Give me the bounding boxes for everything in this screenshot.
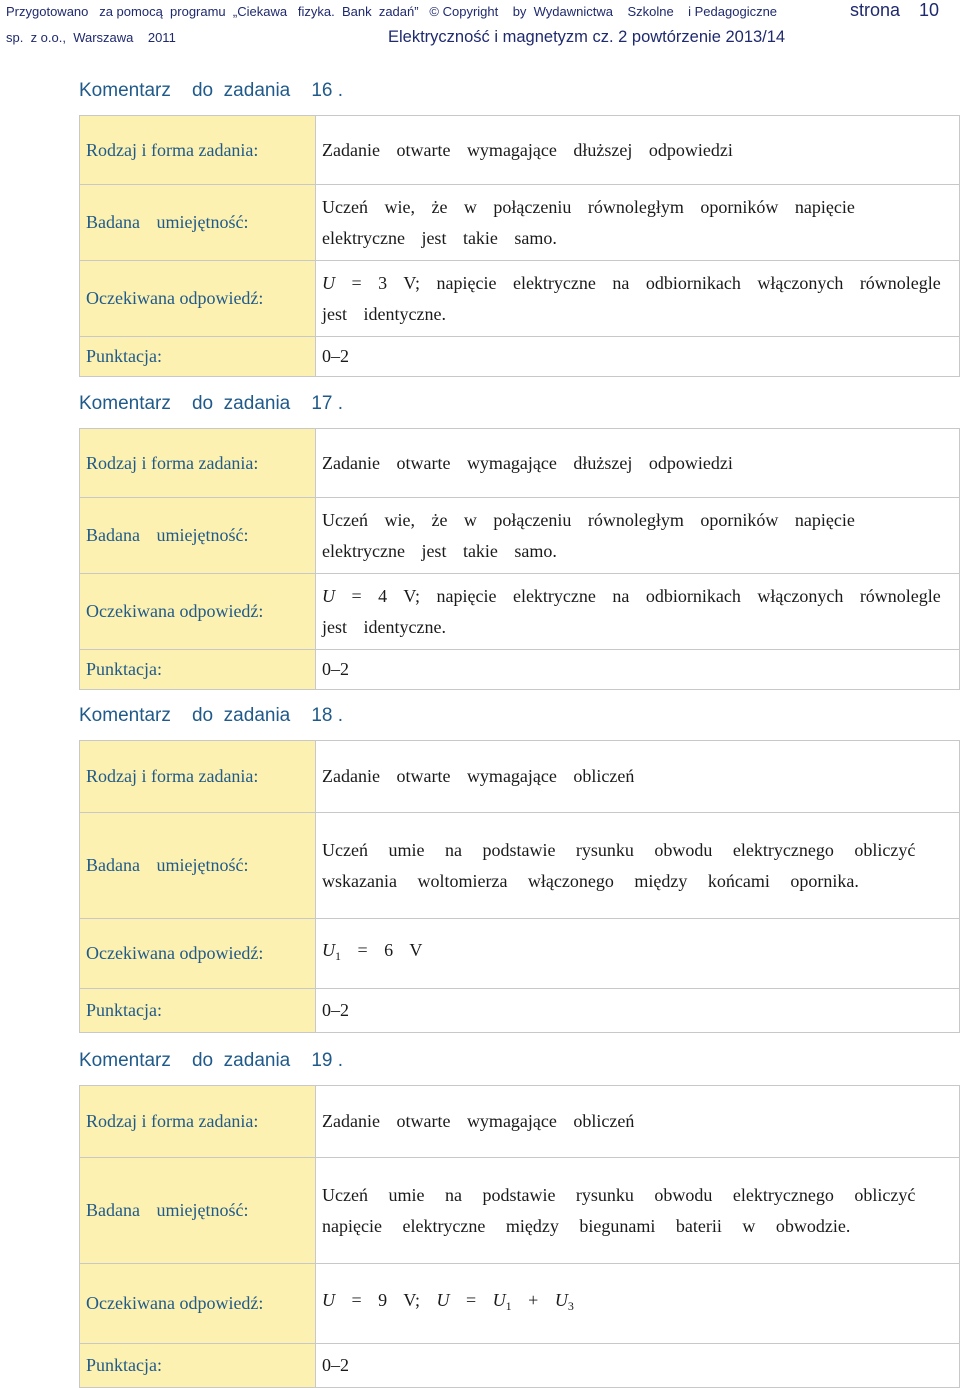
answer-text-1: = 9 V; [335, 1290, 437, 1310]
oczekiwana-label: Oczekiwana odpowiedź: [80, 261, 316, 337]
comment-19-table [79, 1085, 960, 1388]
answer-text: = 6 V [341, 940, 423, 960]
page-number: 10 [919, 0, 940, 20]
answer-text: = 3 V; napięcie elektryczne na odbiornikach włączonych równolegle jest identyczne. [322, 272, 941, 324]
badana-value: Uczeń umie na podstawie rysunku obwodu elektrycznego obliczyć napięcie elektryczne między biegunami baterii w obwodzie. [316, 1158, 960, 1264]
answer-variable-u: U [322, 1290, 335, 1310]
punktacja-value: 0–2 [316, 989, 960, 1033]
badana-label: Badana umiejętność: [80, 1158, 316, 1264]
punktacja-value: 0–2 [316, 1344, 960, 1388]
answer-subscript: 1 [335, 949, 341, 963]
rodzaj-label: Rodzaj i forma zadania: [80, 1086, 316, 1158]
badana-label: Badana umiejętność: [80, 813, 316, 919]
header-subtitle: Elektryczność i magnetyzm cz. 2 powtórzenie 2013/14 [388, 28, 786, 46]
comment-16-title: Komentarz do zadania 16 . [79, 80, 344, 101]
rodzaj-label: Rodzaj i forma zadania: [80, 116, 316, 185]
answer-value [316, 261, 960, 337]
punktacja-label: Punktacja: [80, 650, 316, 690]
page-label [850, 0, 939, 21]
header-line-1: Przygotowano za pomocą programu „Ciekawa fizyka. Bank zadań” © Copyright by Wydawnictwa Szkolne i Pedagogiczne [6, 4, 778, 19]
rodzaj-label: Rodzaj i forma zadania: [80, 429, 316, 498]
rodzaj-value: Zadanie otwarte wymagające obliczeń [316, 741, 960, 813]
header-line-2: sp. z o.o., Warszawa 2011 [6, 30, 176, 45]
comment-16-table [79, 115, 960, 377]
rodzaj-value: Zadanie otwarte wymagające obliczeń [316, 1086, 960, 1158]
comment-18-table [79, 740, 960, 1033]
badana-label: Badana umiejętność: [80, 498, 316, 574]
badana-value: Uczeń wie, że w połączeniu równoległym oporników napięcie elektryczne jest takie samo. [316, 185, 960, 261]
comment-19-title: Komentarz do zadania 19 . [79, 1050, 344, 1071]
punktacja-label: Punktacja: [80, 1344, 316, 1388]
badana-label: Badana umiejętność: [80, 185, 316, 261]
answer-text: = 4 V; napięcie elektryczne na odbiornikach włączonych równolegle jest identyczne. [322, 585, 941, 637]
answer-value [316, 574, 960, 650]
punktacja-label: Punktacja: [80, 989, 316, 1033]
answer-value [316, 1264, 960, 1344]
answer-text-2: = [449, 1290, 493, 1310]
answer-variable-u-2: U [436, 1290, 450, 1310]
answer-variable: U [322, 585, 335, 606]
oczekiwana-label: Oczekiwana odpowiedź: [80, 919, 316, 989]
answer-subscript-1: 1 [505, 1299, 512, 1313]
badana-value: Uczeń wie, że w połączeniu równoległym oporników napięcie elektryczne jest takie samo. [316, 498, 960, 574]
answer-variable-u1: U [492, 1290, 506, 1310]
comment-18-title: Komentarz do zadania 18 . [79, 705, 344, 726]
rodzaj-label: Rodzaj i forma zadania: [80, 741, 316, 813]
oczekiwana-label: Oczekiwana odpowiedź: [80, 1264, 316, 1344]
punktacja-value: 0–2 [316, 650, 960, 690]
oczekiwana-label: Oczekiwana odpowiedź: [80, 574, 316, 650]
comment-17-title: Komentarz do zadania 17 . [79, 393, 344, 414]
rodzaj-value: Zadanie otwarte wymagające dłuższej odpowiedzi [316, 429, 960, 498]
punktacja-label: Punktacja: [80, 337, 316, 377]
answer-value [316, 919, 960, 989]
answer-variable: U [322, 940, 335, 960]
rodzaj-value: Zadanie otwarte wymagające dłuższej odpowiedzi [316, 116, 960, 185]
answer-variable-u3: U [554, 1290, 568, 1310]
answer-variable: U [322, 272, 335, 293]
answer-subscript-3: 3 [567, 1299, 574, 1313]
answer-text-3: + [511, 1290, 555, 1310]
comment-17-table [79, 428, 960, 690]
page-label-text: strona [850, 0, 901, 20]
badana-value: Uczeń umie na podstawie rysunku obwodu elektrycznego obliczyć wskazania woltomierza włączonego między końcami opornika. [316, 813, 960, 919]
punktacja-value: 0–2 [316, 337, 960, 377]
